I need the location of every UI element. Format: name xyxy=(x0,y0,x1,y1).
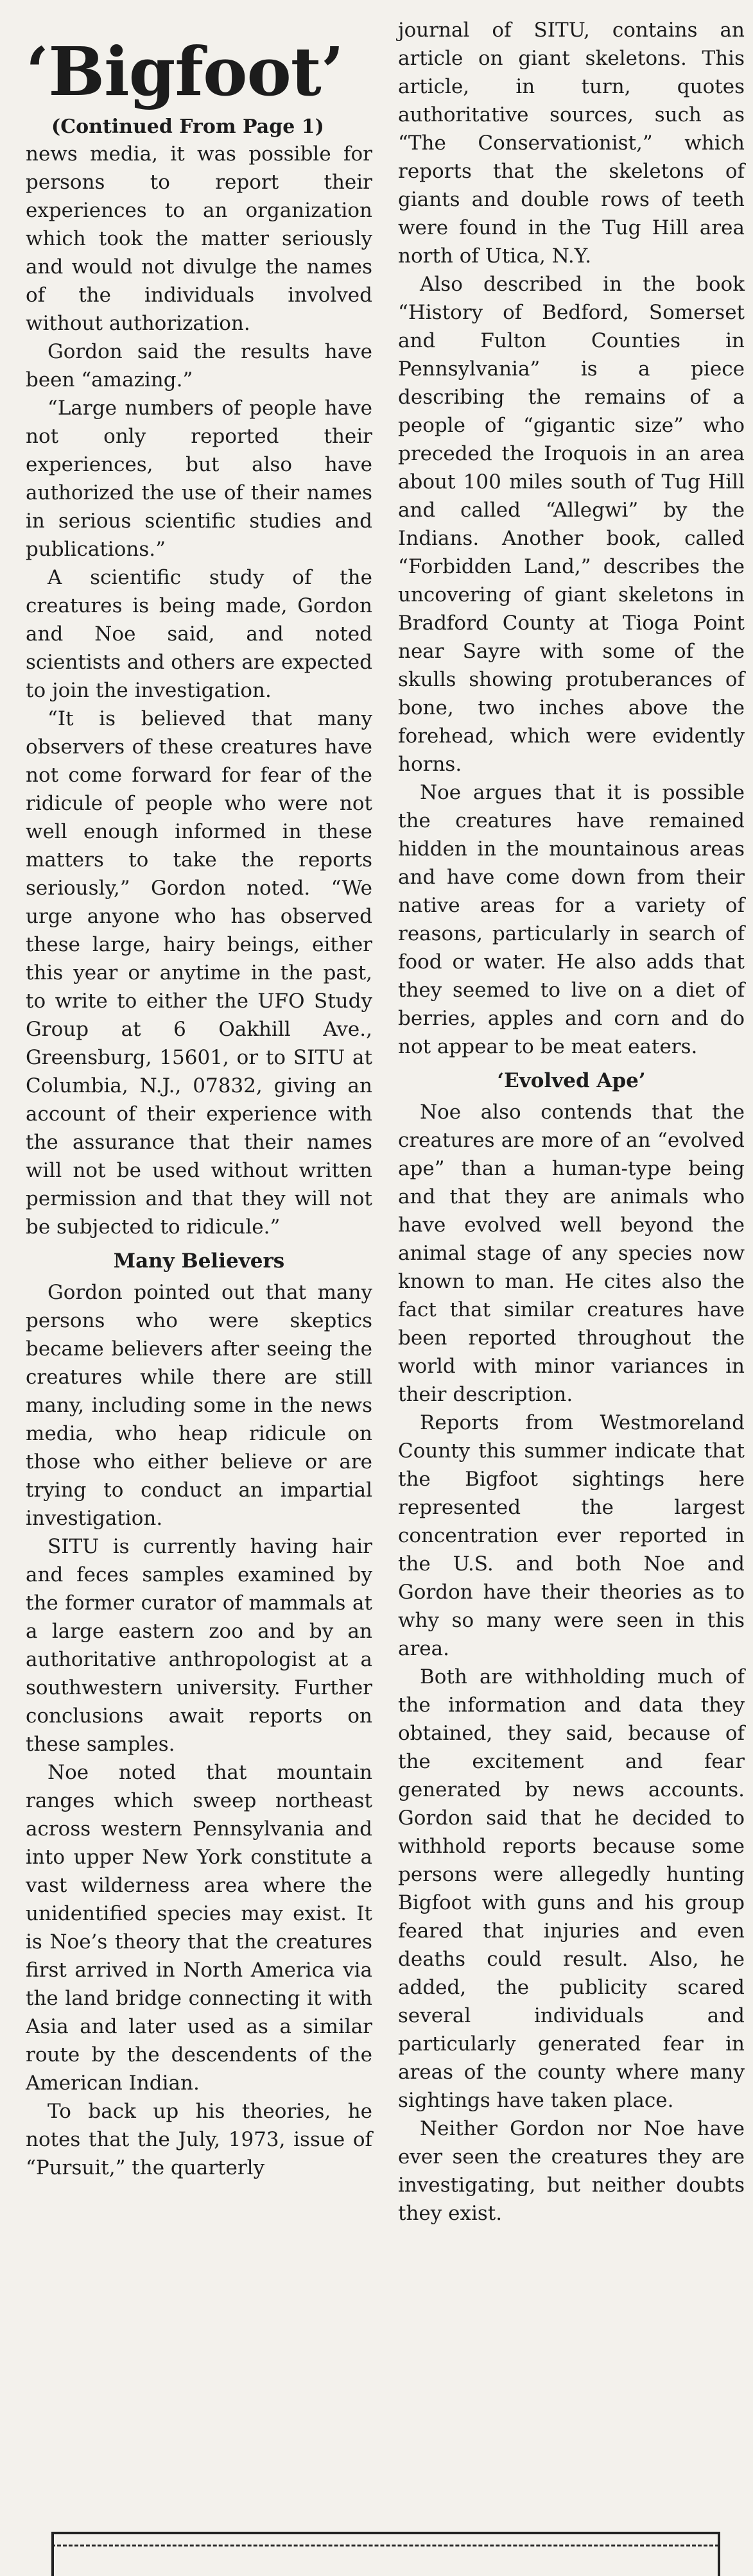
headline: ‘Bigfoot’ xyxy=(26,32,344,111)
paragraph: “Large numbers of people have not only reported their experiences, but also have authorized the use of their names in serious scientific studies and publications.” xyxy=(26,397,372,561)
paragraph: A scientific study of the creatures is being made, Gordon and Noe said, and noted scientists and others are expected to join the investigation. xyxy=(26,566,372,702)
paragraph: Noe argues that it is possible the creatures have remained hidden in the mountainous areas and have come down from their native areas for a variety of reasons, particularly in search of food or water. He also adds that they seemed to live on a diet of berries, apples and corn and do not appear to be meat eaters. xyxy=(398,781,745,1058)
paragraph: SITU is currently having hair and feces samples examined by the former curator of mammals at a large eastern zoo and by an authoritative anthropologist at a southwestern university. Further conclusions await reports on these samples. xyxy=(26,1535,372,1756)
continued-line: (Continued From Page 1) xyxy=(51,116,324,138)
left-column xyxy=(26,32,372,2182)
paragraph: Gordon said the results have been “amazing.” xyxy=(26,340,372,391)
bottom-border-left xyxy=(51,2532,54,2576)
paragraph: Also described in the book “History of Bedford, Somerset and Fulton Counties in Pennsylvania” is a piece describing the remains of a people of “gigantic size” who preceded the Iroquois in an area about 100 miles south of Tug Hill and called “Allegwi” by the Indians. Another book, called “Forbidden Land,” describes the uncovering of giant skeletons in Bradford County at Tioga Point near Sayre with some of the skulls showing protuberances of bone, two inches above the forehead, which were evidently horns. xyxy=(398,273,745,776)
paragraph: Noe noted that mountain ranges which sweep northeast across western Pennsylvania and into upper New York constitute a vast wilderness area where the unidentified species may exist. It is Noe’s theory that the creatures first arrived in North America via the land bridge connecting it with Asia and later used as a similar route by the descendents of the American Indian. xyxy=(26,1761,372,2095)
bottom-border-rule xyxy=(51,2532,719,2534)
subhead-evolved-ape: ‘Evolved Ape’ xyxy=(497,1069,646,1092)
paragraph: Neither Gordon nor Noe have ever seen the creatures they are investigating, but neither doubts they exist. xyxy=(398,2117,745,2225)
paragraph: Both are withholding much of the information and data they obtained, they said, because of the excitement and fear generated by news accounts. Gordon said that he decided to withhold reports because some persons were allegedly hunting Bigfoot with guns and his group feared that injuries and even deaths could result. Also, he added, the publicity scared several individuals and particularly generated fear in areas of the county where many sightings have taken place. xyxy=(398,1665,745,2112)
bottom-border-right xyxy=(718,2532,720,2576)
paragraph: Noe also contends that the creatures are more of an “evolved ape” than a human-type being and that they are animals who have evolved well beyond the animal stage of any species now known to man. He cites also the fact that similar creatures have been reported throughout the world with minor variances in their description. xyxy=(398,1101,745,1406)
paragraph: journal of SITU, contains an article on giant skeletons. This article, in turn, quotes authoritative sources, such as “The Conservationist,” which reports that the skeletons of giants and double rows of teeth were found in the Tug Hill area north of Utica, N.Y. xyxy=(398,19,745,268)
paragraph: Gordon pointed out that many persons who were skeptics became believers after seeing the creatures while there are still many, including some in the news media, who heap ridicule on those who either believe or are trying to conduct an impartial investigation. xyxy=(26,1281,372,1530)
paragraph: To back up his theories, he notes that the July, 1973, issue of “Pursuit,” the quarterly xyxy=(26,2100,372,2179)
paragraph: news media, it was possible for persons to report their experiences to an organization which took the matter seriously and would not divulge the names of the individuals involved without authorization. xyxy=(26,142,372,335)
paragraph: “It is believed that many observers of these creatures have not come forward for fear of the ridicule of people who were not well enough informed in these matters to take the reports seriously,” Gordon noted. “We urge anyone who has observed these large, hairy beings, either this year or anytime in the past, to write to either the UFO Study Group at 6 Oakhill Ave., Greensburg, 15601, or to SITU at Columbia, N.J., 07832, giving an account of their experience with the assurance that their names will not be used without written permission and that they will not be subjected to ridicule.” xyxy=(26,707,372,1239)
bottom-dashed-rule xyxy=(51,2545,719,2546)
right-column xyxy=(398,16,745,2228)
subhead-many-believers: Many Believers xyxy=(113,1249,285,1273)
paragraph: Reports from Westmoreland County this summer indicate that the Bigfoot sightings here represented the largest concentration ever reported in the U.S. and both Noe and Gordon have their theories as to why so many were seen in this area. xyxy=(398,1411,745,1660)
